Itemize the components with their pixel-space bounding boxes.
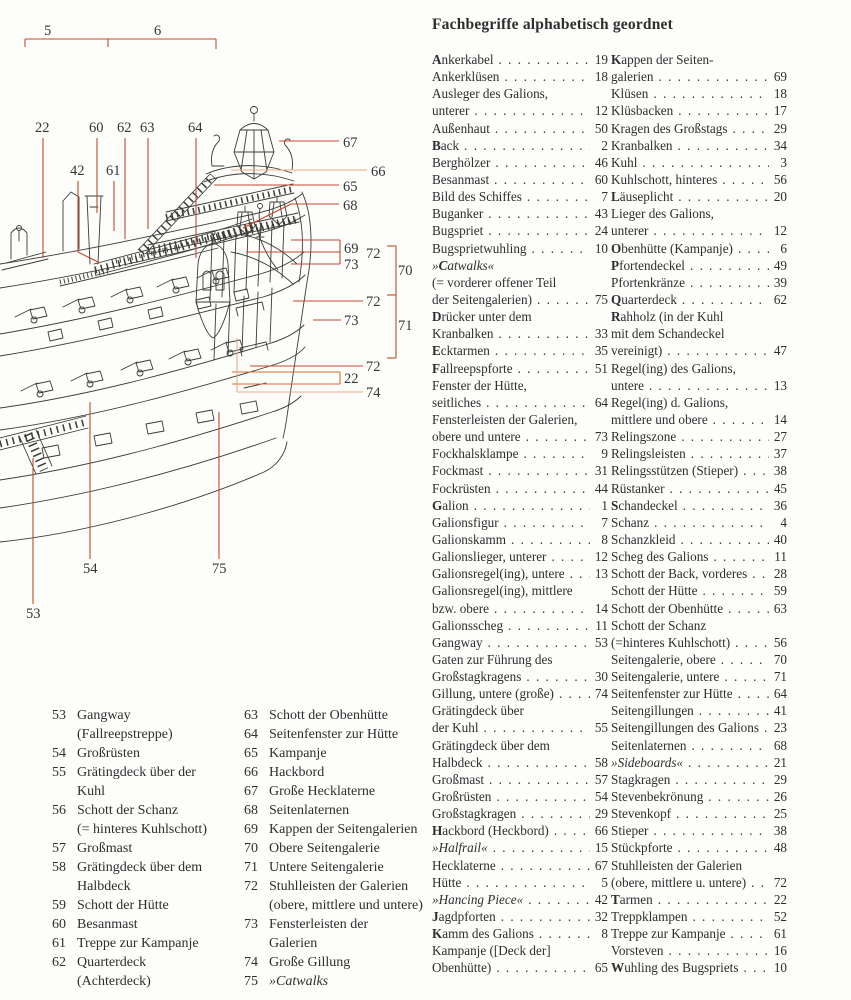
index-entry-line: Wuhling des Bugspriets . . . 10 (611, 959, 787, 976)
index-entry-line: Kuhlschott, hinteres . . . 56 (611, 171, 787, 188)
legend-entry-line: 56 Schott der Schanz (52, 803, 179, 818)
index-entry-line: Galionsregel(ing), untere . . . 13 (432, 565, 608, 582)
legend-entry-line: 64 Seitenfenster zur Hütte (244, 727, 399, 742)
legend-entry-line: 60 Besanmast (52, 917, 138, 932)
index-entry-line: unterer . . . 12 (432, 102, 608, 119)
callout-number: 63 (140, 120, 155, 136)
index-entry-line: seitliches . . . 64 (432, 394, 608, 411)
callout-number: 60 (89, 120, 104, 136)
index-entry-line: Bild des Schiffes . . . 7 (432, 188, 608, 205)
leader-line (78, 252, 100, 263)
index-entry-line: Großmast . . . 57 (432, 771, 608, 788)
callout-number: 73 (344, 313, 359, 329)
index-entry-line: Fenster der Hütte, (432, 377, 527, 393)
index-entry-line: Schott der Hütte . . . 59 (611, 582, 787, 599)
index-entry-line: Kampanje ([Deck der] (432, 943, 551, 959)
index-entry-line: Kamm des Galions . . . 8 (432, 925, 608, 942)
index-entry-line: Scheg des Galions . . . 11 (611, 548, 787, 565)
legend-entry-line: 75 »Catwalks (244, 974, 329, 989)
index-column-2 (611, 51, 787, 977)
index-entry-line: »Sideboards« . . . 21 (611, 754, 787, 771)
index-entry-line: Kragen des Großstags . . . 29 (611, 120, 787, 137)
legend-entry-line: (Achterdeck) (77, 974, 151, 989)
index-entry-line: Hackbord (Heckbord) . . . 66 (432, 822, 608, 839)
index-entry-line: Rahholz (in der Kuhl (611, 309, 724, 325)
index-entry-line: Läuseplicht . . . 20 (611, 188, 787, 205)
legend-entry-line: (Fallreepstreppe) (77, 727, 173, 742)
index-entry-line: Stagkragen . . . 29 (611, 771, 787, 788)
index-entry-line: Schott der Schanz (611, 617, 707, 633)
index-entry-line: Tarmen . . . 22 (611, 891, 787, 908)
index-entry-line: Ankerkabel . . . 19 (432, 51, 608, 68)
index-entry-line: »Halfrail« . . . 15 (432, 839, 608, 856)
index-entry-line: Außenhaut . . . 50 (432, 120, 608, 137)
index-entry-line: Obenhütte (Kampanje) . . . 6 (611, 240, 787, 257)
callout-number: 74 (366, 385, 381, 401)
index-entry-line: Besanmast . . . 60 (432, 171, 608, 188)
index-entry-line: Bugspriet . . . 24 (432, 222, 608, 239)
callout-number: 6 (154, 23, 162, 39)
index-entry-line: Rüstanker . . . 45 (611, 480, 787, 497)
index-entry-line: Schott der Obenhütte . . . 63 (611, 600, 787, 617)
legend-entry-line: Kuhl (77, 784, 105, 799)
callout-number: 72 (366, 294, 381, 310)
index-entry-line: Gillung, untere (große) . . . 74 (432, 685, 608, 702)
index-entry-line: Stieper . . . 38 (611, 822, 787, 839)
legend-entry-line: 69 Kappen der Seitengalerien (244, 822, 418, 837)
index-entry-line: Kappen der Seiten- (611, 52, 714, 67)
callout-number: 61 (106, 163, 121, 179)
callout-number: 72 (366, 359, 381, 375)
legend-entry-line: 63 Schott der Obenhütte (244, 708, 388, 723)
index-entry-line: Fockrüsten . . . 44 (432, 480, 608, 497)
page-title: Fachbegriffe alphabetisch geordnet (432, 16, 673, 33)
index-entry-line: untere . . . 13 (611, 377, 787, 394)
callout-number: 54 (83, 561, 98, 577)
legend-entry-line: 53 Gangway (52, 708, 131, 723)
callout-number: 5 (44, 23, 52, 39)
index-entry-line: Fallreepspforte . . . 51 (432, 360, 608, 377)
index-entry-line: Fensterleisten der Galerien, (432, 411, 578, 427)
legend-entry-line: 70 Obere Seitengalerie (244, 841, 380, 856)
legend-entry-line: 74 Große Gillung (244, 955, 351, 970)
index-entry-line: Regel(ing) des Galions, (611, 360, 736, 376)
index-entry-line: Relingsleisten . . . 37 (611, 445, 787, 462)
legend-entry-line: 59 Schott der Hütte (52, 898, 169, 913)
index-entry-line: Stevenkopf . . . 25 (611, 805, 787, 822)
index-entry-line: Lieger des Galions, (611, 206, 714, 222)
index-entry-line: Back . . . 2 (432, 137, 608, 154)
index-entry-line: Stevenbekrönung . . . 26 (611, 788, 787, 805)
callout-number: 22 (35, 120, 50, 136)
legend-entry-line: 72 Stuhlleisten der Galerien (244, 879, 409, 894)
index-entry-line: Treppklampen . . . 52 (611, 908, 787, 925)
index-entry-line: Ankerklüsen . . . 18 (432, 68, 608, 85)
index-entry-line: Schandeckel . . . 36 (611, 497, 787, 514)
callout-number: 66 (371, 164, 386, 180)
legend-entry-line: 55 Grätingdeck über der (52, 765, 196, 780)
index-entry-line: (= vorderer offener Teil (432, 274, 557, 290)
index-entry-line: Großstagkragen . . . 29 (432, 805, 608, 822)
index-entry-line: Jagdpforten . . . 32 (432, 908, 608, 925)
index-entry-line: Buganker . . . 43 (432, 205, 608, 222)
callout-number: 68 (343, 198, 358, 214)
legend-entry-line: 65 Kampanje (244, 746, 327, 761)
index-entry-line: Kranbalken . . . 34 (611, 137, 787, 154)
index-entry-line: der Seitengalerien) . . . 75 (432, 291, 608, 308)
index-entry-line: Galionskamm . . . 8 (432, 531, 608, 548)
index-entry-line: Obenhütte) . . . 65 (432, 959, 608, 976)
index-entry-line: Kuhl . . . 3 (611, 154, 787, 171)
legend-entry-line: 62 Quarterdeck (52, 955, 147, 970)
callout-number: 73 (344, 257, 359, 273)
index-entry-line: bzw. obere . . . 14 (432, 600, 608, 617)
index-entry-line: Seitengillungen . . . 41 (611, 702, 787, 719)
index-entry-line: Grätingdeck über dem (432, 737, 550, 753)
legend-entry-line: 58 Grätingdeck über dem (52, 860, 203, 875)
legend-entry-line: 61 Treppe zur Kampanje (52, 936, 199, 951)
index-entry-line: Treppe zur Kampanje . . . 61 (611, 925, 787, 942)
legend-entry-line: Galerien (269, 936, 318, 951)
index-entry-line: Großrüsten . . . 54 (432, 788, 608, 805)
legend-entry-line: 57 Großmast (52, 841, 133, 856)
index-entry-line: Ecktarmen . . . 35 (432, 342, 608, 359)
index-entry-line: vereinigt) . . . 47 (611, 342, 787, 359)
index-entry-line: Stückpforte . . . 48 (611, 839, 787, 856)
index-entry-line: Hecklaterne . . . 67 (432, 857, 608, 874)
index-entry-line: Quarterdeck . . . 62 (611, 291, 787, 308)
callout-number: 72 (366, 246, 381, 262)
legend-entry-line: 67 Große Hecklaterne (244, 784, 376, 799)
index-entry-line: (obere, mittlere u. untere) . . . 72 (611, 874, 787, 891)
index-column-1 (432, 51, 608, 977)
index-entry-line: (=hinteres Kuhlschott) . . . 56 (611, 634, 787, 651)
index-entry-line: Klüsbacken . . . 17 (611, 102, 787, 119)
index-entry-line: Grätingdeck über (432, 703, 524, 719)
legend-entry-line: (= hinteres Kuhlschott) (77, 822, 207, 837)
legend-entry-line: 66 Hackbord (244, 765, 325, 780)
callout-number: 69 (344, 241, 359, 257)
legend-entry-line: (obere, mittlere und untere) (269, 898, 423, 913)
ship-line-art (0, 107, 311, 543)
index-entry-line: Seitenlaternen . . . 68 (611, 737, 787, 754)
callout-number: 70 (398, 263, 413, 279)
index-entry-line: Fockhalsklampe . . . 9 (432, 445, 608, 462)
index-entry-line: obere und untere . . . 73 (432, 428, 608, 445)
callout-number: 65 (343, 179, 358, 195)
callout-number: 64 (188, 120, 203, 136)
index-entry-line: Seitengalerie, untere . . . 71 (611, 668, 787, 685)
callout-number: 67 (343, 135, 358, 151)
legend-entry-line: Halbdeck (77, 879, 131, 894)
callout-number: 42 (70, 163, 85, 179)
index-entry-line: Seitengillungen des Galions . . . 23 (611, 719, 787, 736)
index-entry-line: Drücker unter dem (432, 309, 532, 325)
callout-number: 22 (344, 371, 359, 387)
legend-column-2 (232, 706, 432, 991)
callout-leader-lines (25, 39, 396, 604)
legend-entry-line: 71 Untere Seitengalerie (244, 860, 384, 875)
index-entry-line: mittlere und obere . . . 14 (611, 411, 787, 428)
legend-entry-line: 73 Fensterleisten der (244, 917, 369, 932)
index-entry-line: Pfortendeckel . . . 49 (611, 257, 787, 274)
index-entry-line: Gangway . . . 53 (432, 634, 608, 651)
index-entry-line: »Hancing Piece« . . . 42 (432, 891, 608, 908)
index-entry-line: Großstagkragens . . . 30 (432, 668, 608, 685)
callout-number: 62 (117, 120, 132, 136)
index-entry-line: Galion . . . 1 (432, 497, 608, 514)
index-entry-line: Halbdeck . . . 58 (432, 754, 608, 771)
index-entry-line: galerien . . . 69 (611, 68, 787, 85)
index-entry-line: der Kuhl . . . 55 (432, 719, 608, 736)
index-entry-line: Seitengalerie, obere . . . 70 (611, 651, 787, 668)
index-entry-line: Berghölzer . . . 46 (432, 154, 608, 171)
index-entry-line: Hütte . . . 5 (432, 874, 608, 891)
index-entry-line: Schott der Back, vorderes . . . 28 (611, 565, 787, 582)
index-entry-line: Vorsteven . . . 16 (611, 942, 787, 959)
legend-entry-line: 54 Großrüsten (52, 746, 140, 761)
index-entry-line: Stuhlleisten der Galerien (611, 857, 743, 873)
index-entry-line: Galionsfigur . . . 7 (432, 514, 608, 531)
index-entry-line: unterer . . . 12 (611, 222, 787, 239)
legend-entry-line: 68 Seitenlaternen (244, 803, 350, 818)
index-entry-line: Gaten zur Führung des (432, 651, 553, 667)
index-entry-line: Galionslieger, unterer . . . 12 (432, 548, 608, 565)
index-entry-line: Klüsen . . . 18 (611, 85, 787, 102)
index-entry-line: Galionsregel(ing), mittlere (432, 583, 573, 599)
index-entry-line: Schanzkleid . . . 40 (611, 531, 787, 548)
index-entry-line: Relingszone . . . 27 (611, 428, 787, 445)
index-entry-line: Kranbalken . . . 33 (432, 325, 608, 342)
index-entry-line: Galionsscheg . . . 11 (432, 617, 608, 634)
callout-number: 53 (26, 606, 41, 622)
ship-stern-drawing (0, 0, 432, 700)
index-entry-line: Schanz . . . 4 (611, 514, 787, 531)
callout-number: 71 (398, 318, 413, 334)
index-entry-line: mit dem Schandeckel (611, 326, 725, 342)
index-entry-line: Ausleger des Galions, (432, 86, 549, 102)
index-entry-line: Bugsprietwuhling . . . 10 (432, 240, 608, 257)
index-entry-line: Regel(ing) d. Galions, (611, 394, 729, 410)
index-entry-line: Seitenfenster zur Hütte . . . 64 (611, 685, 787, 702)
index-entry-line: Relingsstützen (Stieper) . . . 38 (611, 462, 787, 479)
index-entry-line: Pfortenkränze . . . 39 (611, 274, 787, 291)
legend-column-1 (40, 706, 230, 991)
callout-number: 75 (212, 561, 227, 577)
index-entry-line: »Catwalks« (432, 257, 495, 273)
index-entry-line: Fockmast . . . 31 (432, 462, 608, 479)
